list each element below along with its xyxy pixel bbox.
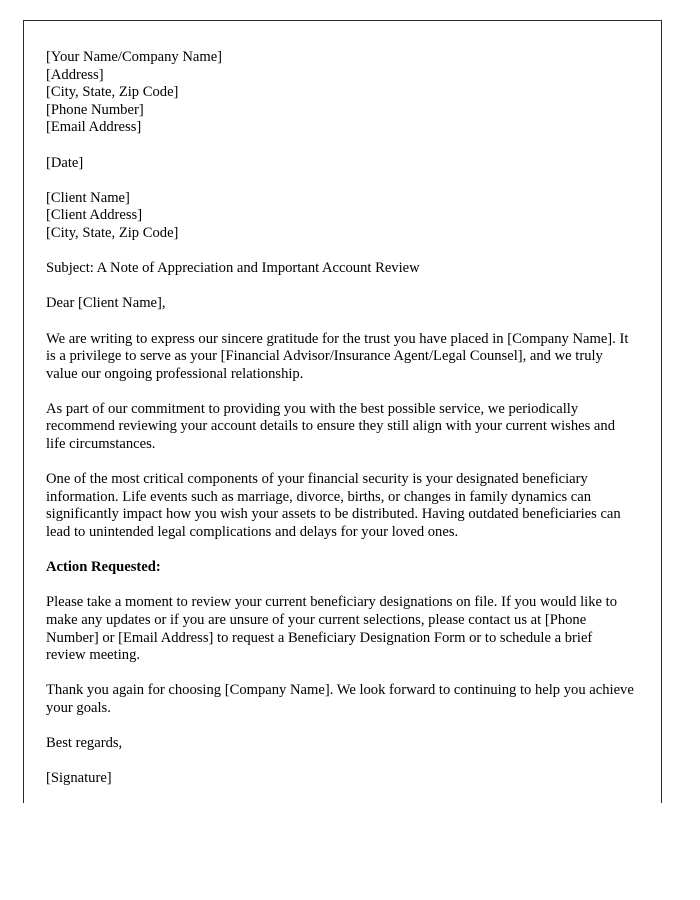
- document-page: [23, 20, 662, 803]
- spacer-after-recipient: [46, 243, 635, 261]
- spacer-after-closing: [46, 753, 635, 771]
- body-paragraph-1: We are writing to express our sincere gratitude for the trust you have placed in [Company Name]. It is a privilege to serve as your [Financial Advisor/Insurance Agent/Legal Counsel], and we truly value our ongoing professional relationship.: [46, 330, 629, 382]
- action-requested-heading: Action Requested:: [46, 559, 161, 576]
- sender-line-name: [Your Name/Company Name]: [46, 49, 223, 65]
- date-block: [46, 155, 635, 173]
- spacer-after-action-paragraph: [46, 665, 635, 683]
- signature-line: [Signature]: [46, 770, 112, 787]
- sender-line-phone: [Phone Number]: [46, 101, 144, 118]
- spacer-after-action-heading: [46, 577, 635, 595]
- spacer-after-paragraph-3: [46, 542, 635, 560]
- sender-address-block: [46, 49, 635, 137]
- action-paragraph: Please take a moment to review your current beneficiary designations on file. If you would like to make any updates or if you are unsure of your current selections, please contact us at [Phone Number] or [Email Address] to request a Beneficiary Designation Form or to schedule a brief review meeting.: [46, 594, 618, 664]
- spacer-after-subject: [46, 278, 635, 296]
- sender-line-address: [Address]: [46, 66, 104, 83]
- spacer-after-sender: [46, 137, 635, 155]
- spacer-after-paragraph-1: [46, 383, 635, 401]
- spacer-after-salutation: [46, 313, 635, 331]
- spacer-after-paragraph-2: [46, 454, 635, 472]
- spacer-after-date: [46, 172, 635, 190]
- recipient-line-city-state-zip: [City, State, Zip Code]: [46, 224, 179, 241]
- closing-line: Best regards,: [46, 735, 123, 752]
- spacer-after-thanks: [46, 718, 635, 736]
- letter-content: [46, 49, 635, 788]
- sender-line-city-state-zip: [City, State, Zip Code]: [46, 84, 179, 101]
- recipient-line-name: [Client Name]: [46, 189, 130, 206]
- date-line: [Date]: [46, 154, 84, 171]
- salutation: Dear [Client Name],: [46, 295, 166, 312]
- thanks-paragraph: Thank you again for choosing [Company Name]. We look forward to continuing to help you achieve your goals.: [46, 682, 634, 716]
- body-paragraph-3: One of the most critical components of your financial security is your designated beneficiary information. Life events such as marriage, divorce, births, or changes in family dynamics can significantly impact how you wish your assets to be distributed. Having outdated beneficiaries can lead to unintended legal complications and delays for your loved ones.: [46, 471, 621, 541]
- body-paragraph-2: As part of our commitment to providing you with the best possible service, we periodically recommend reviewing your account details to ensure they still align with your current wishes and life circumstances.: [46, 400, 615, 453]
- recipient-address-block: [46, 190, 635, 243]
- recipient-line-address: [Client Address]: [46, 207, 143, 224]
- sender-line-email: [Email Address]: [46, 119, 142, 136]
- subject-line: Subject: A Note of Appreciation and Important Account Review: [46, 260, 420, 277]
